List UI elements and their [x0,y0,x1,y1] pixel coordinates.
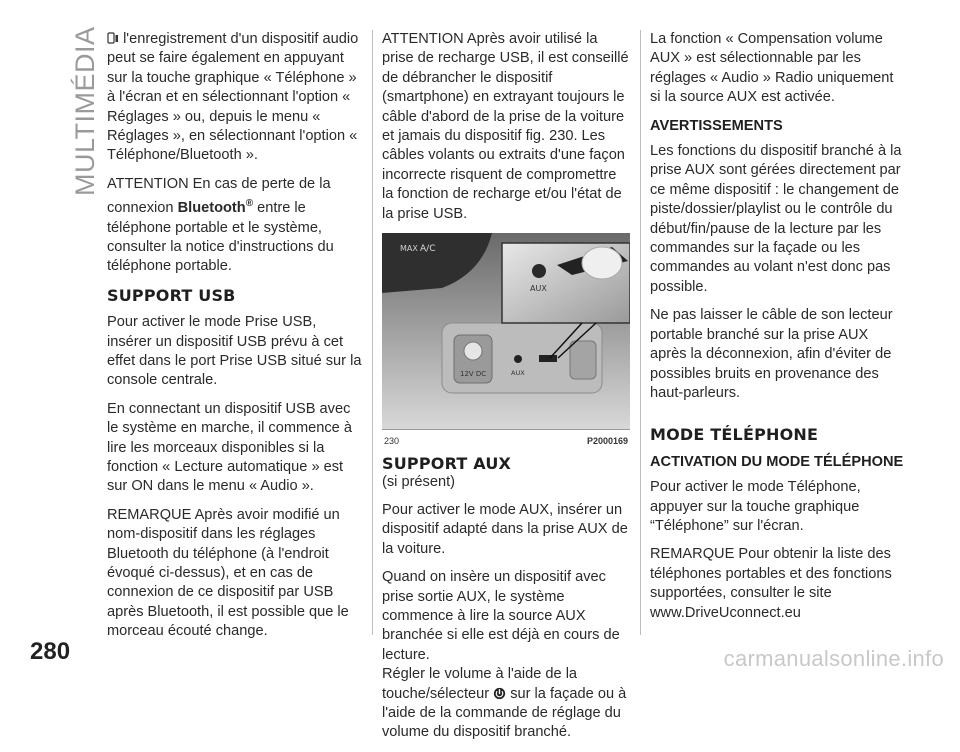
heading-activation: ACTIVATION DU MODE TÉLÉPHONE [650,453,904,470]
paragraph: l'enregistrement d'un dispositif audio peut se faire également en appuyant sur la touche graphique « Téléphone » à l'écran et en sélectionnant l'option « Réglages » ou, depuis le menu « Réglages », en sélectionnant l'option « Téléphone/Bluetooth ». [107,31,359,164]
column-divider [640,30,641,635]
column-left [107,30,363,651]
paragraph: La fonction « Compensation volume AUX » est sélectionnable par les réglages « Audio » Radio uniquement si la source AUX est activée. [650,31,894,106]
svg-text:MAX: MAX [400,244,418,254]
heading-aux: SUPPORT AUX [382,454,512,474]
figure-caption [382,429,630,447]
paragraph: Pour activer le mode Prise USB, insérer un dispositif USB prévu à cet effet dans le port Prise USB situé sur la console centrale. [107,314,362,389]
heading-phone-mode: MODE TÉLÉPHONE [650,425,819,445]
phone-settings-icon [107,32,119,44]
paragraph: Pour activer le mode AUX, insérer un dispositif adapté dans la prise AUX de la voiture. [382,501,628,557]
paragraph: Régler le volume à l'aide de la touche/sélecteur sur la façade ou à l'aide de la commande de réglage du volume du dispositif branché. [382,666,627,741]
paragraph: ATTENTION Après avoir utilisé la prise de recharge USB, il est conseillé de débrancher le dispositif (smartphone) en extrayant toujours le câble d'abord de la prise de la voiture et jamais du dispositif fig. 230. Les câbles volants ou extraits d'une façon incorrecte risquent de compromettre la fonction de recharge et/ou l'état de la prise USB. [382,31,629,222]
svg-text:12V DC: 12V DC [460,370,487,379]
page-number: 280 [30,638,71,665]
watermark: carmanualsonline.info [723,646,944,671]
column-divider [372,30,373,635]
paragraph: ATTENTION En cas de perte de la connexion Bluetooth® entre le téléphone portable et le système, consulter la notice d'instructions du téléphone portable. [107,175,334,275]
paragraph: Pour activer le mode Téléphone, appuyer sur la touche graphique “Téléphone” sur l'écran. [650,479,861,534]
paragraph: En connectant un dispositif USB avec le système en marche, il commence à lire les morceaux disponibles si la fonction « Lecture automatique » est sur ON dans le menu « Audio ». [107,400,352,495]
section-label-text: MULTIMÉDIA [70,26,100,196]
svg-text:A/C: A/C [420,244,436,255]
paragraph: Ne pas laisser le câble de son lecteur portable branché sur la prise AUX après la déconnexion, afin d'éviter de possibles bruits en provenance des haut-parleurs. [650,307,893,401]
figure-code: P2000169 [586,436,628,447]
paragraph: Les fonctions du dispositif branché à la prise AUX sont gérées directement par ce même dispositif : le changement de piste/dossier/playlist ou le contrôle du début/fin/pause de la lecture par les commandes sur la façade ou les commandes au volant n'est donc pas possible. [650,143,902,295]
power-knob-icon [493,687,506,700]
paragraph: REMARQUE Après avoir modifié un nom-dispositif dans les réglages Bluetooth du téléphone (à l'endroit évoqué ci-dessus), et en cas de connexion de ce dispositif par USB après Bluetooth, il est possible que le morceau écouté change. [107,506,349,640]
column-middle [382,30,630,752]
heading-usb: SUPPORT USB [107,285,236,305]
bluetooth-brand: Bluetooth® [177,198,254,217]
section-label [48,26,100,208]
paragraph: REMARQUE Pour obtenir la liste des téléphones portables et des fonctions supportées, consulter le site www.DriveUconnect.eu [650,546,892,621]
heading-warnings: AVERTISSEMENTS [650,117,783,134]
aux-note: (si présent) [382,474,455,491]
figure-number: 230 [384,436,400,447]
console-photo [382,233,630,429]
paragraph: Quand on insère un dispositif avec prise sortie AUX, le système commence à lire la source AUX branchée si elle est déjà en cours de lecture. [382,569,620,663]
column-right [650,30,905,632]
figure-230 [382,233,630,429]
svg-text:AUX: AUX [511,369,525,378]
svg-text:AUX: AUX [530,284,547,294]
